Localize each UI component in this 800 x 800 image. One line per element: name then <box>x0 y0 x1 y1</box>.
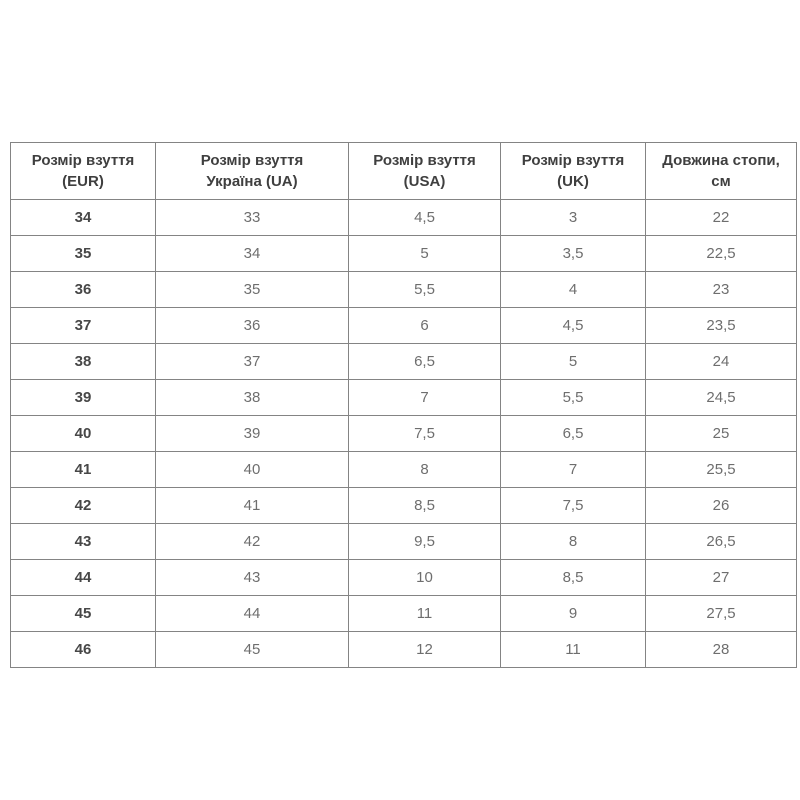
table-row <box>11 632 797 668</box>
column-header-uk-line2: (UK) <box>557 173 589 190</box>
cell-ua: 45 <box>156 632 349 668</box>
cell-usa: 10 <box>349 560 501 596</box>
table-row <box>11 596 797 632</box>
cell-usa: 5 <box>349 236 501 272</box>
table-row <box>11 236 797 272</box>
cell-usa: 8 <box>349 452 501 488</box>
column-header-ua-line1: Розмір взуття <box>200 152 304 169</box>
cell-ua: 38 <box>156 380 349 416</box>
cell-eur: 35 <box>11 236 156 272</box>
cell-eur: 34 <box>11 200 156 236</box>
table-row <box>11 560 797 596</box>
cell-eur: 43 <box>11 524 156 560</box>
cell-ua: 40 <box>156 452 349 488</box>
cell-ua: 36 <box>156 308 349 344</box>
size-table-body <box>11 200 797 668</box>
column-header-eur-line1: Розмір взуття <box>31 152 135 169</box>
cell-uk: 3 <box>501 200 646 236</box>
cell-usa: 7 <box>349 380 501 416</box>
cell-uk: 5,5 <box>501 380 646 416</box>
table-row <box>11 344 797 380</box>
cell-uk: 9 <box>501 596 646 632</box>
cell-foot-length: 28 <box>646 632 797 668</box>
cell-usa: 6,5 <box>349 344 501 380</box>
cell-ua: 34 <box>156 236 349 272</box>
cell-usa: 6 <box>349 308 501 344</box>
cell-foot-length: 27 <box>646 560 797 596</box>
cell-uk: 8 <box>501 524 646 560</box>
cell-eur: 40 <box>11 416 156 452</box>
cell-foot-length: 25 <box>646 416 797 452</box>
table-row <box>11 380 797 416</box>
cell-uk: 6,5 <box>501 416 646 452</box>
cell-usa: 4,5 <box>349 200 501 236</box>
table-row <box>11 524 797 560</box>
cell-foot-length: 23,5 <box>646 308 797 344</box>
cell-ua: 42 <box>156 524 349 560</box>
table-row <box>11 272 797 308</box>
cell-eur: 46 <box>11 632 156 668</box>
cell-usa: 12 <box>349 632 501 668</box>
cell-ua: 39 <box>156 416 349 452</box>
column-header-ua-line2: Україна (UA) <box>206 173 298 190</box>
cell-ua: 37 <box>156 344 349 380</box>
cell-ua: 43 <box>156 560 349 596</box>
cell-uk: 8,5 <box>501 560 646 596</box>
cell-eur: 38 <box>11 344 156 380</box>
size-conversion-table <box>10 142 797 668</box>
cell-usa: 8,5 <box>349 488 501 524</box>
cell-foot-length: 22 <box>646 200 797 236</box>
cell-usa: 5,5 <box>349 272 501 308</box>
column-header-eur <box>11 143 156 200</box>
cell-uk: 7,5 <box>501 488 646 524</box>
cell-eur: 36 <box>11 272 156 308</box>
cell-ua: 41 <box>156 488 349 524</box>
cell-ua: 44 <box>156 596 349 632</box>
cell-foot-length: 27,5 <box>646 596 797 632</box>
table-row <box>11 200 797 236</box>
cell-eur: 45 <box>11 596 156 632</box>
cell-ua: 35 <box>156 272 349 308</box>
cell-foot-length: 23 <box>646 272 797 308</box>
column-header-foot-length-line1: Довжина стопи, <box>662 152 780 169</box>
cell-foot-length: 24,5 <box>646 380 797 416</box>
table-row <box>11 488 797 524</box>
cell-foot-length: 26 <box>646 488 797 524</box>
column-header-eur-line2: (EUR) <box>62 173 104 190</box>
cell-uk: 4,5 <box>501 308 646 344</box>
column-header-ua <box>156 143 349 200</box>
table-row <box>11 308 797 344</box>
cell-eur: 41 <box>11 452 156 488</box>
cell-foot-length: 24 <box>646 344 797 380</box>
table-row <box>11 452 797 488</box>
cell-uk: 11 <box>501 632 646 668</box>
cell-foot-length: 22,5 <box>646 236 797 272</box>
column-header-usa-line1: Розмір взуття <box>373 152 476 169</box>
column-header-uk-line1: Розмір взуття <box>521 152 625 169</box>
column-header-foot-length-line2: см <box>711 173 731 190</box>
cell-eur: 39 <box>11 380 156 416</box>
column-header-uk <box>501 143 646 200</box>
cell-ua: 33 <box>156 200 349 236</box>
cell-eur: 37 <box>11 308 156 344</box>
cell-eur: 42 <box>11 488 156 524</box>
table-row <box>11 416 797 452</box>
column-header-usa-line2: (USA) <box>403 173 446 190</box>
column-header-foot-length <box>646 143 797 200</box>
column-header-usa <box>349 143 501 200</box>
cell-uk: 4 <box>501 272 646 308</box>
cell-usa: 11 <box>349 596 501 632</box>
cell-eur: 44 <box>11 560 156 596</box>
cell-foot-length: 26,5 <box>646 524 797 560</box>
table-header-row <box>11 143 797 200</box>
cell-usa: 9,5 <box>349 524 501 560</box>
cell-uk: 5 <box>501 344 646 380</box>
cell-foot-length: 25,5 <box>646 452 797 488</box>
cell-usa: 7,5 <box>349 416 501 452</box>
cell-uk: 3,5 <box>501 236 646 272</box>
cell-uk: 7 <box>501 452 646 488</box>
